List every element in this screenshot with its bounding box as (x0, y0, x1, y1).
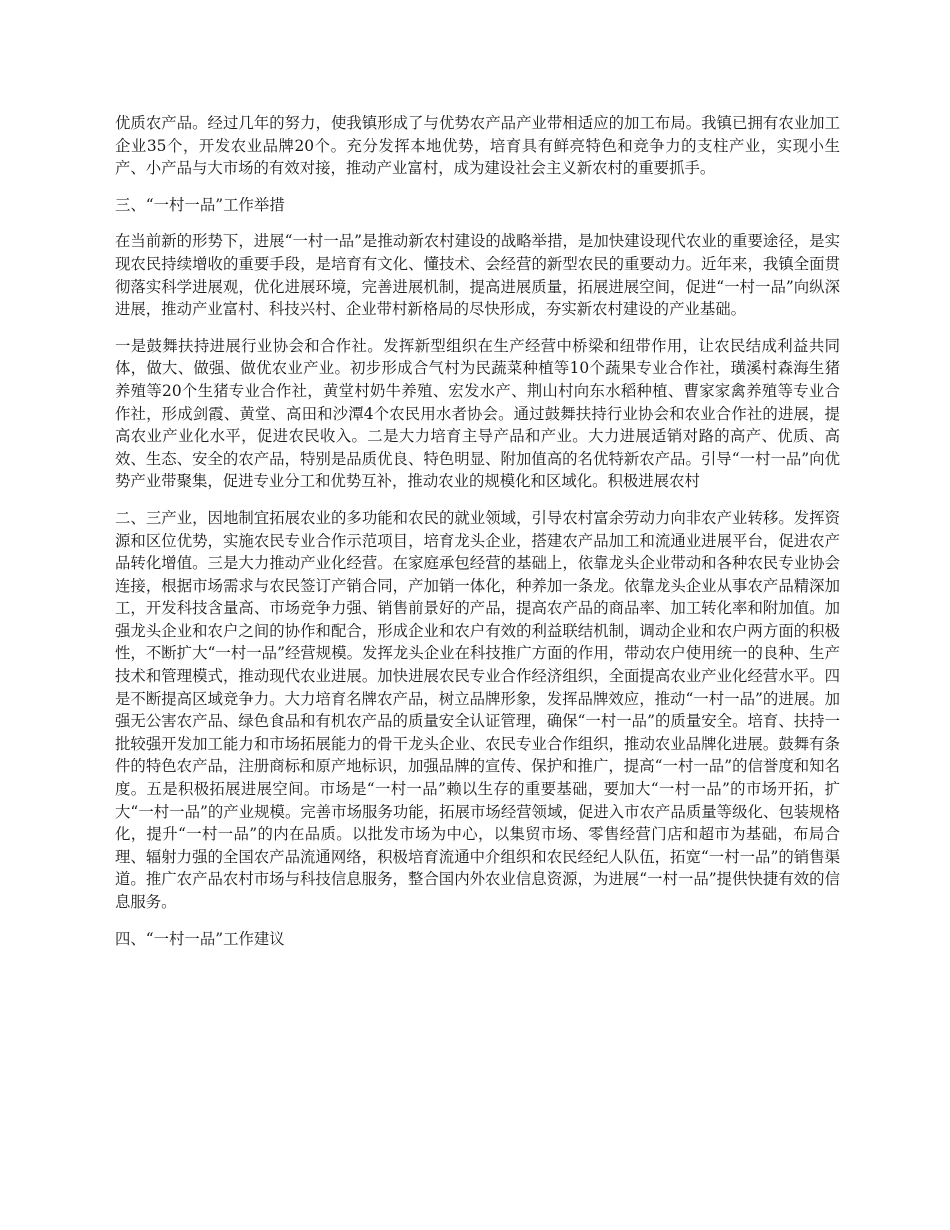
paragraph-measures-2: 二、三产业，因地制宜拓展农业的多功能和农民的就业领域，引导农村富余劳动力向非农产业转移。发挥资源和区位优势，实施农民专业合作示范项目，培育龙头企业，搭建农产品加工和流通业进展平台，促进农产品转化增值。三是大力推动产业化经营。在家庭承包经营的基础上，依靠龙头企业带动和各种农民专业协会连接，根据市场需求与农民签订产销合同，产加销一体化，种养加一条龙。依靠龙头企业从事农产品精深加工，开发科技含量高、市场竞争力强、销售前景好的产品，提高农产品的商品率、加工转化率和附加值。加强龙头企业和农户之间的协作和配合，形成企业和农户有效的利益联结机制，调动企业和农户两方面的积极性，不断扩大“一村一品”经营规模。发挥龙头企业在科技推广方面的作用，带动农户使用统一的良种、生产技术和管理模式，推动现代农业进展。加快进展农民专业合作经济组织，全面提高农业产业化经营水平。四是不断提高区域竞争力。大力培育名牌农产品，树立品牌形象，发挥品牌效应，推动“一村一品”的进展。加强无公害农产品、绿色食品和有机农产品的质量安全认证管理，确保“一村一品”的质量安全。培育、扶持一批较强开发加工能力和市场拓展能力的骨干龙头企业、农民专业合作组织，推动农业品牌化进展。鼓舞有条件的特色农产品，注册商标和原产地标识，加强品牌的宣传、保护和推广，提高“一村一品”的信誉度和知名度。五是积极拓展进展空间。市场是“一村一品”赖以生存的重要基础，要加大“一村一品”的市场开拓，扩大“一村一品”的产业规模。完善市场服务功能，拓展市场经营领域，促进入市农产品质量等级化、包装规格化，提升“一村一品”的内在品质。以批发市场为中心，以集贸市场、零售经营门店和超市为基础，布局合理、辐射力强的全国农产品流通网络，积极培育流通中介组织和农民经纪人队伍，拓宽“一村一品”的销售渠道。推广农产品农村市场与科技信息服务，整合国内外农业信息资源，为进展“一村一品”提供快捷有效的信息服务。 (115, 508, 840, 911)
section-heading-3: 三、“一村一品”工作举措 (115, 195, 285, 214)
paragraph-measures-1: 一是鼓舞扶持进展行业协会和合作社。发挥新型组织在生产经营中桥梁和纽带作用，让农民结成利益共同体，做大、做强、做优农业产业。初步形成合气村为民蔬菜种植等10个蔬果专业合作社，璜溪村森海生猪养殖等20个生猪专业合作社，黄堂村奶牛养殖、宏发水产、荆山村向东水稻种植、曹家家禽养殖等专业合作社，形成剑霞、黄堂、高田和沙潭4个农民用水者协会。通过鼓舞扶持行业协会和农业合作社的进展，提高农业产业化水平，促进农民收入。二是大力培育主导产品和产业。大力进展适销对路的高产、优质、高效、生态、安全的农产品，特别是品质优良、特色明显、附加值高的名优特新农产品。引导“一村一品”向优势产业带聚集，促进专业分工和优势互补，推动农业的规模化和区域化。积极进展农村 (115, 336, 840, 491)
document-page (115, 112, 840, 964)
section-heading-4: 四、“一村一品”工作建议 (115, 929, 285, 948)
paragraph-intro: 优质农产品。经过几年的努力，使我镇形成了与优势农产品产业带相适应的加工布局。我镇已拥有农业加工企业35个，开发农业品牌20个。充分发挥本地优势，培育具有鲜亮特色和竞争力的支柱产业，实现小生产、小产品与大市场的有效对接，推动产业富村，成为建设社会主义新农村的重要抓手。 (115, 114, 840, 178)
paragraph-overview: 在当前新的形势下，进展“一村一品”是推动新农村建设的战略举措，是加快建设现代农业的重要途径，是实现农民持续增收的重要手段，是培育有文化、懂技术、会经营的新型农民的重要动力。近年来，我镇全面贯彻落实科学进展观，优化进展环境，完善进展机制，提高进展质量，拓展进展空间，促进“一村一品”向纵深进展，推动产业富村、科技兴村、企业带村新格局的尽快形成，夯实新农村建设的产业基础。 (115, 232, 840, 319)
